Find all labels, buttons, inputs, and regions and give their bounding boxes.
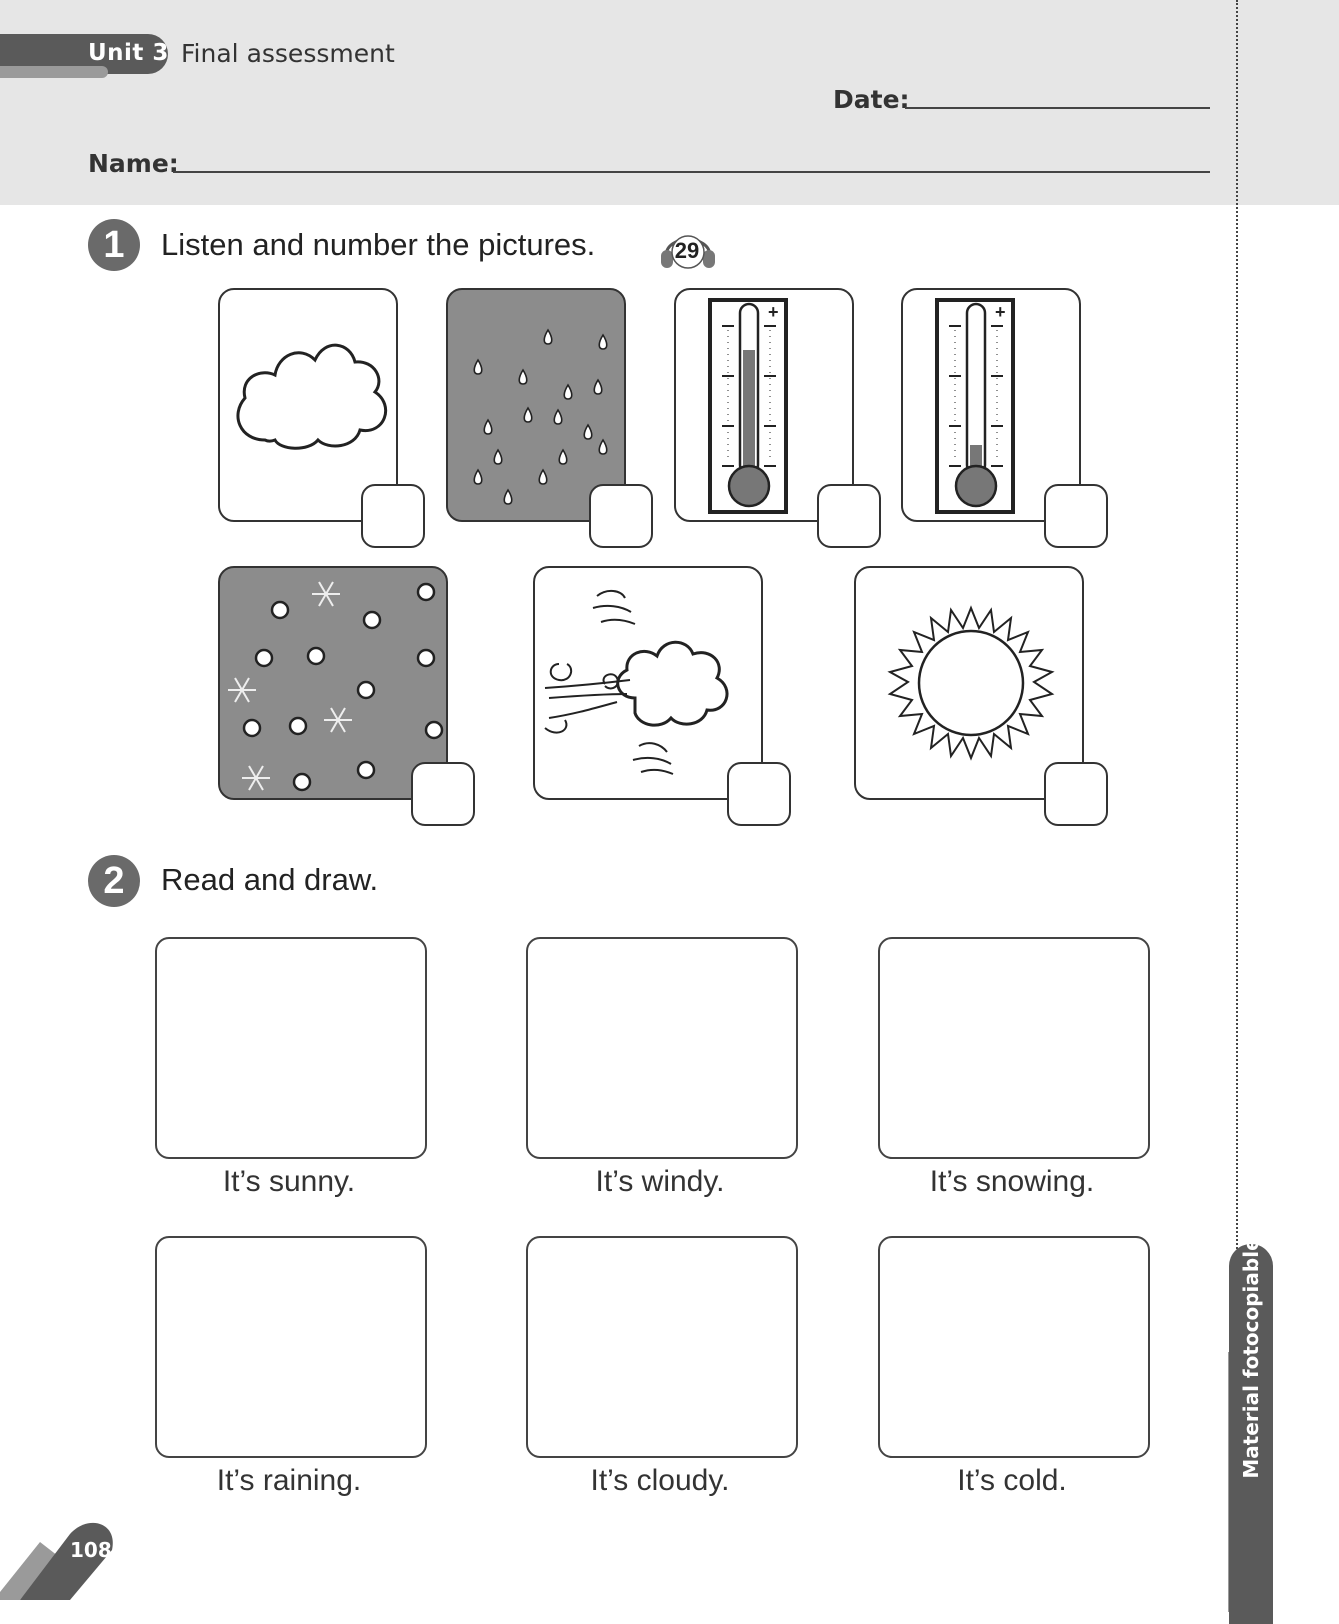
caption-5: It’s cloudy. bbox=[590, 1464, 730, 1497]
draw-box-2[interactable] bbox=[526, 937, 798, 1159]
draw-box-4[interactable] bbox=[155, 1236, 427, 1458]
exercise-2-title: Read and draw. bbox=[161, 862, 379, 897]
draw-box-5[interactable] bbox=[526, 1236, 798, 1458]
answer-box-2[interactable] bbox=[589, 484, 653, 548]
name-label: Name: bbox=[88, 149, 179, 178]
caption-2: It’s windy. bbox=[595, 1165, 725, 1198]
date-label: Date: bbox=[833, 85, 910, 114]
side-tab-label: Material fotocopiable bbox=[1239, 1237, 1263, 1479]
svg-text:+: + bbox=[995, 302, 1006, 322]
caption-1: It’s sunny. bbox=[222, 1165, 356, 1198]
caption-4: It’s raining. bbox=[216, 1464, 362, 1497]
answer-box-4[interactable] bbox=[1044, 484, 1108, 548]
answer-box-5[interactable] bbox=[411, 762, 475, 826]
caption-6: It’s cold. bbox=[957, 1464, 1067, 1497]
exercise-2-number: 2 bbox=[88, 855, 140, 907]
snow-icon bbox=[218, 566, 448, 800]
date-field[interactable] bbox=[905, 107, 1210, 109]
exercise-1-title: Listen and number the pictures. bbox=[161, 227, 596, 262]
answer-box-3[interactable] bbox=[817, 484, 881, 548]
svg-text:+: + bbox=[768, 302, 779, 322]
name-field[interactable] bbox=[173, 171, 1210, 173]
draw-box-3[interactable] bbox=[878, 937, 1150, 1159]
caption-3: It’s snowing. bbox=[929, 1165, 1095, 1198]
answer-box-7[interactable] bbox=[1044, 762, 1108, 826]
draw-box-6[interactable] bbox=[878, 1236, 1150, 1458]
unit-tab-shadow bbox=[0, 66, 108, 78]
audio-track-number: 29 bbox=[674, 238, 700, 263]
unit-label: Unit 3 bbox=[88, 40, 169, 66]
answer-box-6[interactable] bbox=[727, 762, 791, 826]
wind-icon bbox=[533, 566, 763, 800]
draw-box-1[interactable] bbox=[155, 937, 427, 1159]
page-number: 108 bbox=[70, 1538, 112, 1562]
exercise-1-number: 1 bbox=[88, 219, 140, 271]
answer-box-1[interactable] bbox=[361, 484, 425, 548]
unit-title: Final assessment bbox=[181, 39, 395, 68]
header-band bbox=[0, 0, 1339, 205]
